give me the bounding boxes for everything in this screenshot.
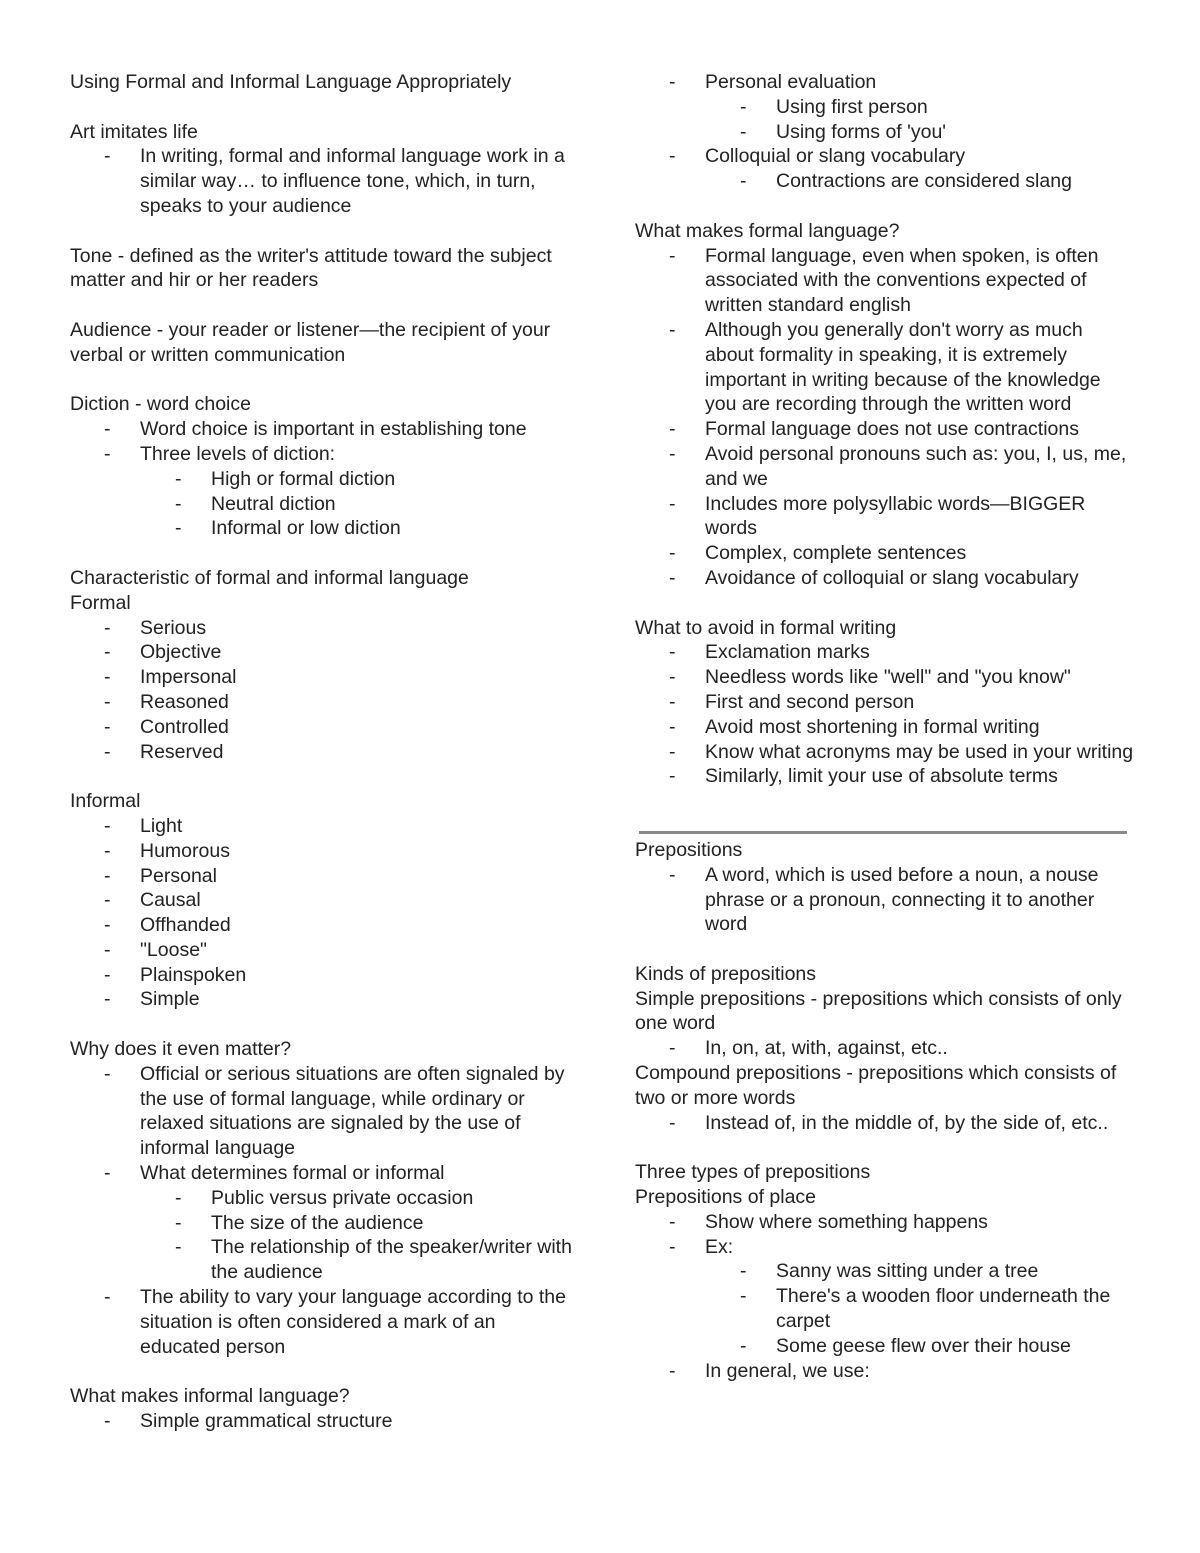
bullet-text: Neutral diction <box>211 492 336 515</box>
dash-bullet-icon: - <box>669 1037 676 1060</box>
text-line: Informal <box>70 790 141 813</box>
blank-line <box>70 219 580 244</box>
bullet-text: Contractions are considered slang <box>776 170 1072 193</box>
bullet-text: Colloquial or slang vocabulary <box>705 145 966 168</box>
bullet-item <box>635 740 1135 765</box>
sub-bullet-item <box>70 1235 580 1285</box>
page-title: Using Formal and Informal Language Appropriately <box>70 71 512 93</box>
dash-bullet-icon: - <box>104 814 111 837</box>
text-line: Formal <box>70 591 131 614</box>
text-line: What makes formal language? <box>635 219 900 242</box>
dash-bullet-icon: - <box>104 1286 111 1309</box>
bullet-item <box>70 616 580 641</box>
dash-bullet-icon: - <box>669 690 676 713</box>
bullet-text: Sanny was sitting under a tree <box>776 1260 1039 1283</box>
bullet-text: Ex: <box>705 1235 734 1258</box>
bullet-item <box>70 963 580 988</box>
bullet-item <box>635 715 1135 740</box>
bullet-text: Plainspoken <box>140 963 247 986</box>
blank-line <box>635 591 1135 616</box>
bullet-item <box>70 144 580 218</box>
bullet-text: Using forms of 'you' <box>776 120 947 143</box>
bullet-text: Complex, complete sentences <box>705 542 967 565</box>
dash-bullet-icon: - <box>175 1236 182 1259</box>
bullet-item <box>70 442 580 467</box>
bullet-text: Know what acronyms may be used in your writing <box>705 740 1134 763</box>
bullet-text: Objective <box>140 641 222 664</box>
bullet-item <box>70 814 580 839</box>
bullet-item <box>70 839 580 864</box>
dash-bullet-icon: - <box>669 1359 676 1382</box>
bullet-text: Simple grammatical structure <box>140 1410 393 1433</box>
dash-bullet-icon: - <box>669 244 676 267</box>
dash-bullet-icon: - <box>104 715 111 738</box>
bullet-text: Light <box>140 814 183 837</box>
bullet-item <box>70 987 580 1012</box>
blank-line <box>70 764 580 789</box>
text-line: Prepositions of place <box>635 1186 817 1209</box>
sub-bullet-item <box>635 120 1135 145</box>
dash-bullet-icon: - <box>104 1162 111 1185</box>
bullet-text: "Loose" <box>140 938 207 961</box>
bullet-text: Controlled <box>140 715 229 738</box>
bullet-text: Includes more polysyllabic words—BIGGER words <box>705 492 1086 540</box>
sub-bullet-item <box>70 492 580 517</box>
bullet-item <box>70 715 580 740</box>
bullet-text: Reasoned <box>140 690 229 713</box>
dash-bullet-icon: - <box>669 145 676 168</box>
bullet-item <box>70 1062 580 1161</box>
dash-bullet-icon: - <box>669 318 676 341</box>
dash-bullet-icon: - <box>104 145 111 168</box>
dash-bullet-icon: - <box>669 765 676 788</box>
dash-bullet-icon: - <box>104 740 111 763</box>
bullet-item <box>70 938 580 963</box>
dash-bullet-icon: - <box>104 864 111 887</box>
dash-bullet-icon: - <box>104 1062 111 1085</box>
bullet-item <box>70 640 580 665</box>
bullet-item <box>635 318 1135 417</box>
bullet-item <box>635 442 1135 492</box>
blank-line <box>70 1012 580 1037</box>
dash-bullet-icon: - <box>669 715 676 738</box>
bullet-item <box>70 740 580 765</box>
text-line: Tone - defined as the writer's attitude toward the subject matter and hir or her readers <box>70 244 552 292</box>
bullet-text: Official or serious situations are often signaled by the use of formal language, while ordinary or relaxed situations are signaled by the use of informal language <box>140 1062 565 1160</box>
bullet-item <box>635 863 1135 937</box>
sub-bullet-item <box>635 95 1135 120</box>
dash-bullet-icon: - <box>104 418 111 441</box>
sub-bullet-item <box>635 1334 1135 1359</box>
sub-bullet-item <box>635 169 1135 194</box>
dash-bullet-icon: - <box>175 1211 182 1234</box>
left-column <box>70 70 580 1434</box>
sub-bullet-item <box>635 1259 1135 1284</box>
bullet-text: Informal or low diction <box>211 517 401 540</box>
bullet-item <box>70 1409 580 1434</box>
bullet-text: Public versus private occasion <box>211 1186 474 1209</box>
dash-bullet-icon: - <box>104 690 111 713</box>
bullet-item <box>635 70 1135 95</box>
text-line: Simple prepositions - prepositions which consists of only one word <box>635 987 1122 1035</box>
bullet-item <box>70 913 580 938</box>
bullet-text: Formal language, even when spoken, is often associated with the conventions expected of written standard english <box>705 244 1099 317</box>
dash-bullet-icon: - <box>175 467 182 490</box>
bullet-item <box>635 1111 1135 1136</box>
bullet-text: A word, which is used before a noun, a nouse phrase or a pronoun, connecting it to another word <box>705 863 1099 936</box>
bullet-item <box>635 492 1135 542</box>
dash-bullet-icon: - <box>740 170 747 193</box>
bullet-item <box>70 1285 580 1359</box>
bullet-item <box>70 665 580 690</box>
text-line: What to avoid in formal writing <box>635 616 897 639</box>
dash-bullet-icon: - <box>104 988 111 1011</box>
dash-bullet-icon: - <box>104 889 111 912</box>
bullet-text: Exclamation marks <box>705 641 870 664</box>
bullet-item <box>70 1161 580 1186</box>
blank-line <box>635 789 1135 814</box>
text-line: What makes informal language? <box>70 1385 350 1408</box>
dash-bullet-icon: - <box>669 1235 676 1258</box>
bullet-text: High or formal diction <box>211 467 396 490</box>
horizontal-divider <box>639 831 1127 834</box>
dash-bullet-icon: - <box>740 1334 747 1357</box>
sub-bullet-item <box>70 1186 580 1211</box>
bullet-item <box>635 1235 1135 1260</box>
sub-bullet-item <box>70 516 580 541</box>
blank-line <box>70 1359 580 1384</box>
bullet-text: The relationship of the speaker/writer with the audience <box>211 1236 572 1284</box>
dash-bullet-icon: - <box>104 641 111 664</box>
dash-bullet-icon: - <box>104 616 111 639</box>
text-line: Prepositions <box>635 838 743 861</box>
text-line: Diction - word choice <box>70 393 251 416</box>
blank-line <box>70 95 580 120</box>
bullet-text: In writing, formal and informal language work in a similar way… to influence tone, which, in turn, speaks to your audience <box>140 145 565 217</box>
bullet-item <box>70 417 580 442</box>
bullet-item <box>635 665 1135 690</box>
dash-bullet-icon: - <box>175 492 182 515</box>
bullet-text: Show where something happens <box>705 1210 988 1233</box>
sub-bullet-item <box>70 1211 580 1236</box>
bullet-text: Impersonal <box>140 666 237 689</box>
bullet-item <box>635 541 1135 566</box>
dash-bullet-icon: - <box>669 666 676 689</box>
bullet-text: Formal language does not use contractions <box>705 418 1079 441</box>
bullet-text: Instead of, in the middle of, by the side of, etc.. <box>705 1111 1109 1134</box>
dash-bullet-icon: - <box>669 71 676 93</box>
bullet-text: In general, we use: <box>705 1359 870 1382</box>
dash-bullet-icon: - <box>669 492 676 515</box>
sub-bullet-item <box>635 1284 1135 1334</box>
bullet-text: Avoid most shortening in formal writing <box>705 715 1040 738</box>
text-line: Art imitates life <box>70 120 198 143</box>
text-line: Kinds of prepositions <box>635 962 817 985</box>
bullet-text: Personal <box>140 864 217 887</box>
bullet-text: First and second person <box>705 690 915 713</box>
dash-bullet-icon: - <box>740 95 747 118</box>
dash-bullet-icon: - <box>104 938 111 961</box>
bullet-item <box>635 566 1135 591</box>
bullet-item <box>70 690 580 715</box>
bullet-text: Word choice is important in establishing tone <box>140 418 527 441</box>
bullet-item <box>635 1036 1135 1061</box>
bullet-text: Using first person <box>776 95 928 118</box>
bullet-text: Serious <box>140 616 207 639</box>
bullet-text: Needless words like "well" and "you know" <box>705 666 1071 689</box>
blank-line <box>70 293 580 318</box>
dash-bullet-icon: - <box>669 566 676 589</box>
bullet-item <box>635 764 1135 789</box>
bullet-item <box>635 640 1135 665</box>
bullet-text: The ability to vary your language according to the situation is often considered a mark of an educated person <box>140 1286 567 1358</box>
bullet-item <box>635 144 1135 169</box>
bullet-text: There's a wooden floor underneath the carpet <box>776 1285 1111 1333</box>
dash-bullet-icon: - <box>740 1260 747 1283</box>
bullet-text: Causal <box>140 889 201 912</box>
blank-line <box>635 1135 1135 1160</box>
bullet-text: Avoidance of colloquial or slang vocabulary <box>705 566 1079 589</box>
bullet-text: In, on, at, with, against, etc.. <box>705 1037 948 1060</box>
bullet-item <box>635 1210 1135 1235</box>
text-line: Three types of prepositions <box>635 1161 871 1184</box>
blank-line <box>635 937 1135 962</box>
bullet-item <box>635 690 1135 715</box>
dash-bullet-icon: - <box>104 839 111 862</box>
dash-bullet-icon: - <box>669 442 676 465</box>
bullet-text: Offhanded <box>140 914 231 937</box>
bullet-text: The size of the audience <box>211 1211 424 1234</box>
bullet-text: Similarly, limit your use of absolute terms <box>705 765 1058 788</box>
bullet-item <box>635 1359 1135 1384</box>
text-line: Why does it even matter? <box>70 1038 292 1061</box>
bullet-item <box>635 244 1135 318</box>
bullet-text: Three levels of diction: <box>140 442 336 465</box>
sub-bullet-item <box>70 467 580 492</box>
blank-line <box>635 194 1135 219</box>
dash-bullet-icon: - <box>669 641 676 664</box>
blank-line <box>70 541 580 566</box>
dash-bullet-icon: - <box>740 1285 747 1308</box>
dash-bullet-icon: - <box>104 914 111 937</box>
bullet-text: Avoid personal pronouns such as: you, I, us, me, and we <box>705 442 1127 490</box>
dash-bullet-icon: - <box>740 120 747 143</box>
dash-bullet-icon: - <box>175 517 182 540</box>
dash-bullet-icon: - <box>669 740 676 763</box>
blank-line <box>70 368 580 393</box>
dash-bullet-icon: - <box>669 1111 676 1134</box>
dash-bullet-icon: - <box>669 542 676 565</box>
text-line: Compound prepositions - prepositions which consists of two or more words <box>635 1062 1117 1109</box>
dash-bullet-icon: - <box>175 1186 182 1209</box>
dash-bullet-icon: - <box>104 666 111 689</box>
bullet-text: Some geese flew over their house <box>776 1334 1071 1357</box>
bullet-item <box>70 888 580 913</box>
dash-bullet-icon: - <box>669 1210 676 1233</box>
dash-bullet-icon: - <box>104 963 111 986</box>
dash-bullet-icon: - <box>104 442 111 465</box>
text-line: Characteristic of formal and informal language <box>70 566 469 589</box>
dash-bullet-icon: - <box>104 1410 111 1433</box>
bullet-text: Reserved <box>140 740 224 763</box>
bullet-item <box>70 864 580 889</box>
bullet-text: Personal evaluation <box>705 71 877 93</box>
right-column <box>635 70 1135 1383</box>
dash-bullet-icon: - <box>669 863 676 886</box>
bullet-text: Simple <box>140 988 200 1011</box>
bullet-text: Although you generally don't worry as much about formality in speaking, it is extremely important in writing because of the knowledge you are recording through the written word <box>705 318 1101 416</box>
bullet-text: What determines formal or informal <box>140 1162 445 1185</box>
bullet-text: Humorous <box>140 839 230 862</box>
text-line: Audience - your reader or listener—the recipient of your verbal or written communication <box>70 318 551 366</box>
dash-bullet-icon: - <box>669 418 676 441</box>
bullet-item <box>635 417 1135 442</box>
